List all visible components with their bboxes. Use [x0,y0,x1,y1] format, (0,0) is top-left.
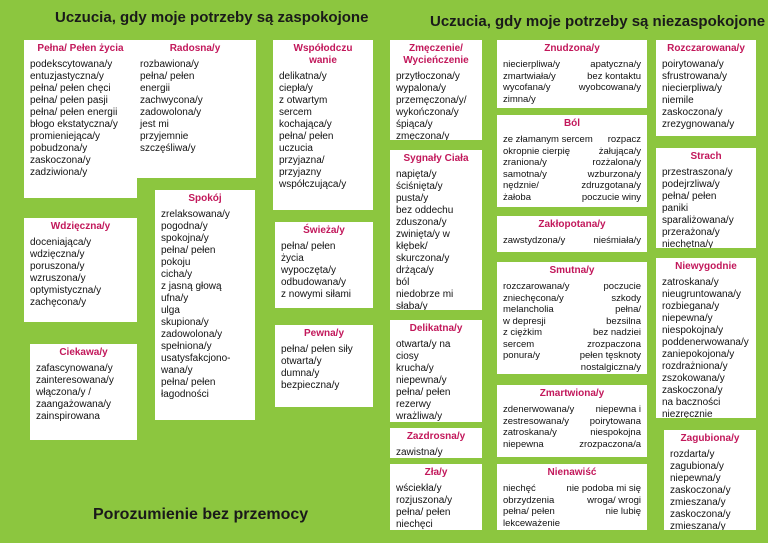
feeling-word: zrezygnowana/y [662,119,735,130]
feeling-word: niespokojna/y [662,325,724,336]
feeling-word: pełna/ pełen energii [30,107,118,118]
feeling-row [503,59,641,71]
feeling-word: pełna/ pełen [396,507,451,518]
feeling-word: lekceważenie [503,517,561,529]
feeling-row [503,192,641,204]
feeling-row [503,169,641,181]
feeling-word: otwarta/y [281,356,322,367]
feeling-word: zatroskana/y [662,277,719,288]
card-lines [670,449,750,530]
card-title: Ból [563,118,581,129]
feeling-row [503,304,641,316]
card-ciekawa [30,344,137,440]
card-lines [279,71,367,191]
feeling-word: zmieszana/y [670,497,726,508]
feeling-word: wana/y [161,365,193,376]
feeling-word: wykończona/y [396,107,459,118]
card-rozczarowana [656,40,756,136]
feeling-word: zagubiona/y [670,461,724,472]
card-bol [497,115,647,207]
feeling-word: rozczarowana/y [503,281,570,292]
feeling-word: z jasną głową [161,281,222,292]
card-rows [503,59,641,105]
footer-title: Porozumienie bez przemocy [93,506,309,523]
feeling-word: bez oddechu [396,205,454,216]
feeling-word: z nowymi siłami [281,289,352,300]
card-title: Zła/y [424,467,448,478]
feeling-row [503,94,641,106]
feeling-word: ze złamanym sercem [503,134,593,145]
feeling-word: rozdrażniona/y [662,361,728,372]
feeling-word: pogodna/y [161,221,208,232]
feeling-word: obrzydzenia [503,494,555,506]
feeling-word: niepewna/y [396,375,447,386]
feeling-word: pełna/ pełen [503,506,555,517]
card-zmartwiona [497,385,647,457]
feeling-word: z otwartym [279,95,328,106]
feeling-word: z ciężkim [503,327,543,338]
feeling-word: przytłoczona/y [396,71,460,82]
feeling-word: usatysfakcjono- [161,353,231,364]
card-wdzieczna [24,218,137,322]
feeling-word: zainspirowana [36,411,100,422]
feeling-word: niepewna [503,438,544,450]
feeling-word: niecierpliwa/y [662,83,723,94]
feeling-word: zaskoczona/y [30,155,91,166]
feeling-word: rozżalona/y [592,157,641,168]
feeling-word: przyjazna/ [279,155,325,166]
feeling-word: włączona/y / [36,387,92,398]
feeling-word: nostalgiczna/y [580,361,641,373]
feeling-word: wypalona/y [396,83,447,94]
feeling-word: okropnie cierpię [503,145,571,157]
card-title: Zmartwiona/y [539,388,605,399]
feeling-word: zdruzgotana/y [581,180,641,191]
card-radosna [134,40,256,178]
feeling-word: niepewna i [595,404,641,415]
card-lines [161,209,249,401]
feeling-word: podejrzliwa/y [662,179,720,190]
feeling-word: nędznie/ [503,180,539,191]
feeling-word: niechętna/y [662,239,714,248]
feeling-word: zaskoczona/y [662,385,723,396]
feeling-word: poczucie winy [581,191,641,203]
feeling-word: doceniająca/y [30,237,92,248]
feeling-word: poirytowana [589,415,641,427]
feeling-word: przemęczona/y/ [396,95,467,106]
card-lines [396,447,476,458]
heading-satisfied: Uczucia, gdy moje potrzeby są zaspokojone [55,9,369,26]
feeling-word: krucha/y [396,363,434,374]
card-lines [396,71,476,140]
card-title: Nienawiść [547,467,597,478]
card-title: Zakłopotana/y [538,219,606,230]
feeling-word: przyjazny [279,167,322,178]
feeling-word: pełna/ pełen [279,131,334,142]
card-swieza [275,222,373,308]
feeling-word: zmartwiała/y [503,70,556,82]
card-znudzona [497,40,647,108]
card-wspolodczuwanie [273,40,373,210]
feeling-word: pełen tęsknoty [579,350,641,361]
feeling-word: wzburzona/y [587,168,641,180]
feeling-row [503,316,641,328]
feeling-word: zwinięta/y w [396,229,450,240]
feeling-word: przyjemnie [140,131,189,142]
feeling-word: kłębek/ [396,241,428,252]
card-title: Pełna/ Pełen życia [37,43,124,54]
card-zazdrosna [390,428,482,458]
feeling-row [503,506,641,518]
feeling-word: spokojna/y [161,233,209,244]
feeling-word: wyobcowana/y [578,82,641,93]
feeling-row [503,483,641,495]
feeling-word: optymistyczna/y [30,285,102,296]
feeling-word: energii [140,83,171,94]
feeling-word: otwarta/y na [396,339,451,350]
feeling-word: rozdarta/y [670,449,715,460]
card-title: Zazdrosna/y [406,431,466,442]
feeling-word: na baczności [662,397,721,408]
card-lines [281,241,367,301]
feeling-word: niechęci [396,519,433,530]
card-lines [396,339,476,422]
feeling-word: zraniona/y [503,157,547,168]
feeling-word: współczująca/y [279,179,347,190]
feeling-word: niemile [662,95,694,106]
feeling-word: zachwycona/y [140,95,203,106]
feeling-word: zatroskana/y [503,427,557,438]
feeling-word: entuzjastyczna/y [30,71,104,82]
card-delikatna [390,320,482,422]
feeling-row [503,146,641,158]
feeling-word: życia [281,253,304,264]
card-zla [390,464,482,530]
feeling-word: delikatna/y [279,71,327,82]
feeling-word: ciepła/y [279,83,313,94]
card-rows [503,483,641,529]
feeling-word: melancholia [503,304,554,315]
feeling-word: żałująca/y [598,145,641,157]
feeling-word: przestraszona/y [662,167,733,178]
feeling-word: podekscytowana/y [30,59,113,70]
feeling-row [503,495,641,507]
card-title: Współodczu wanie [293,43,353,66]
card-title: Smutna/y [549,265,595,276]
feeling-word: zszokowana/y [662,373,725,384]
feeling-word: skurczona/y [396,253,450,264]
feeling-word: kochająca/y [279,119,332,130]
feeling-word: pełna/ pełen [662,191,717,202]
card-lines [36,363,131,423]
feeling-word: zadowolona/y [161,329,223,340]
feeling-word: zniechęcona/y [503,292,564,304]
feeling-word: ściśnięta/y [396,181,443,192]
card-title: Wdzięczna/y [50,221,111,232]
card-title: Świeża/y [303,225,345,236]
feeling-word: zawistna/y [396,447,443,458]
card-rows [503,281,641,373]
feeling-word: nieśmiała/y [593,235,641,246]
feeling-row [503,362,641,374]
card-lines [396,483,476,530]
feeling-word: uczucia [279,143,313,154]
feeling-word: przerażona/y [662,227,720,238]
feeling-row [503,82,641,94]
feeling-word: bezsilna [606,315,641,327]
card-pewna [275,325,373,407]
feeling-word: śpiąca/y [396,119,433,130]
feeling-word: napięta/y [396,169,437,180]
feeling-word: niedobrze mi [396,289,454,300]
feeling-word: nie podoba mi się [566,483,641,494]
feeling-word: niezręcznie [662,409,713,418]
card-title: Niewygodnie [675,261,737,272]
card-title: Zmęczenie/ Wycieńczenie [403,43,469,66]
feeling-word: pełna/ pełen [281,241,336,252]
feeling-row [503,404,641,416]
feeling-word: zrozpaczona/a [579,438,641,450]
feeling-word: zrozpaczona [587,338,641,350]
card-title: Sygnały Ciała [403,153,469,164]
feeling-row [503,71,641,83]
feeling-word: wypoczęta/y [281,265,337,276]
card-pelna [24,40,137,198]
card-rows [503,404,641,450]
feeling-word: spełniona/y [161,341,212,352]
card-smutna [497,262,647,374]
feeling-word: ulga [161,305,180,316]
card-zmeczenie [390,40,482,140]
card-lines [662,167,750,248]
feeling-word: pełna/ pełen siły [281,344,353,355]
feeling-word: dumna/y [281,368,320,379]
card-title: Znudzona/y [544,43,600,54]
feeling-word: apatyczna/y [590,59,641,70]
feeling-word: zaniepokojona/y [662,349,735,360]
feeling-row [503,518,641,530]
card-title: Strach [690,151,722,162]
feeling-word: słaba/y [396,301,428,310]
feeling-word: zaangażowana/y [36,399,112,410]
feeling-word: zimna/y [503,93,536,105]
feeling-word: ból [396,277,410,288]
card-lines [30,237,131,309]
feeling-row [503,134,641,146]
feeling-word: zaskoczona/y [670,509,731,520]
feeling-word: zainteresowana/y [36,375,114,386]
feeling-word: wycofana/y [503,82,551,93]
card-title: Ciekawa/y [59,347,108,358]
feeling-word: pobudzona/y [30,143,88,154]
feeling-word: błogo ekstatyczna/y [30,119,118,130]
feeling-word: rozbawiona/y [140,59,199,70]
feeling-word: pusta/y [396,193,429,204]
feeling-word: wdzięczna/y [30,249,85,260]
feeling-row [503,235,641,247]
feeling-word: niepewna/y [662,313,713,324]
feeling-word: jest mi [140,119,169,130]
feeling-row [503,293,641,305]
feeling-word: zadowolona/y [140,107,202,118]
feeling-word: pełna/ pełen pasji [30,95,108,106]
feeling-word: ciosy [396,351,419,362]
card-title: Pewna/y [303,328,345,339]
feeling-word: pełna/ pełen [396,387,451,398]
feeling-word: zachęcona/y [30,297,87,308]
feeling-word: paniki [662,203,689,214]
feeling-row [503,327,641,339]
feeling-word: zaskoczona/y [662,107,723,118]
feeling-word: zduszona/y [396,217,447,228]
feeling-word: bez kontaktu [587,70,641,82]
feeling-word: pełna/ pełen chęci [30,83,111,94]
feeling-row [503,427,641,439]
feeling-word: szkody [611,292,641,304]
feeling-word: niespokojna [590,427,641,438]
feeling-word: wrażliwa/y [396,411,443,422]
card-title: Radosna/y [169,43,221,54]
feeling-word: pełna/ pełen [161,377,216,388]
feeling-word: w depresji [503,315,546,327]
feeling-row [503,157,641,169]
feeling-word: bez nadziei [592,327,641,338]
card-title: Spokój [188,193,222,204]
feeling-word: rozjuszona/y [396,495,453,506]
feeling-word: nie lubię [605,506,641,517]
feeling-word: zdenerwowana/y [503,404,575,415]
feeling-word: zestresowana/y [503,415,570,427]
card-lines [140,59,250,155]
feeling-row [503,281,641,293]
feeling-word: zawstydzona/y [503,235,566,246]
feeling-word: cicha/y [161,269,193,280]
card-lines [662,277,750,418]
feeling-row [503,339,641,351]
feeling-word: żałoba [503,191,531,203]
feeling-word: pełna/ [615,304,641,315]
heading-unsatisfied: Uczucia, gdy moje potrzeby są niezaspokojone [430,13,766,30]
card-title: Zagubiona/y [680,433,740,444]
feeling-word: poirytowana/y [662,59,724,70]
feeling-word: niecierpliwa/y [503,59,561,70]
feeling-word: poczucie [603,281,641,292]
feeling-word: rozbiegana/y [662,301,720,312]
feeling-word: drżąca/y [396,265,434,276]
card-zagubiona [664,430,756,530]
feeling-word: pokoju [161,257,191,268]
card-zaklopotana [497,216,647,252]
feeling-word: rezerwy [396,399,432,410]
feeling-word: niepewna/y [670,473,721,484]
card-lines [396,169,476,310]
card-sygnaly [390,150,482,310]
card-title: Rozczarowana/y [667,43,745,54]
feeling-row [503,416,641,428]
feeling-word: zadziwiona/y [30,167,88,178]
feeling-word: zmęczona/y [396,131,450,140]
feeling-word: pełna/ pełen [161,245,216,256]
card-strach [656,148,756,248]
feeling-word: wściekła/y [396,483,442,494]
card-rows [503,134,641,203]
feeling-word: samotna/y [503,168,547,180]
feeling-word: ufna/y [161,293,189,304]
feeling-word: zafascynowana/y [36,363,113,374]
feeling-word: łagodności [161,389,209,400]
feeling-word: zrelaksowana/y [161,209,230,220]
feeling-word: ponura/y [503,350,540,361]
card-lines [281,344,367,392]
feeling-word: zmieszana/y [670,521,726,530]
card-lines [662,59,750,131]
feeling-word: pełna/ pełen [140,71,195,82]
feeling-row [503,180,641,192]
card-spokoj [155,190,255,420]
feeling-word: sparaliżowana/y [662,215,734,226]
feeling-word: wroga/ wrogi [587,494,641,506]
card-lines [30,59,131,179]
feeling-word: sfrustrowana/y [662,71,728,82]
feeling-word: odbudowana/y [281,277,347,288]
card-title: Delikatna/y [409,323,463,334]
feeling-word: sercem [503,338,535,350]
feeling-word: rozpacz [607,134,641,145]
feeling-word: skupiona/y [161,317,209,328]
feeling-word: wzruszona/y [30,273,86,284]
card-nienawisc [497,464,647,530]
feeling-word: bezpieczna/y [281,380,340,391]
card-niewygodnie [656,258,756,418]
feeling-word: sercem [279,107,312,118]
feeling-row [503,350,641,362]
feeling-word: zaskoczona/y [670,485,731,496]
feeling-row [503,439,641,451]
feeling-word: poruszona/y [30,261,85,272]
card-rows [503,235,641,247]
feeling-word: poddenerwowana/y [662,337,749,348]
feeling-word: niechęć [503,483,536,494]
feeling-word: szczęśliwa/y [140,143,196,154]
feeling-word: promieniejąca/y [30,131,101,142]
feeling-word: nieugruntowana/y [662,289,741,300]
